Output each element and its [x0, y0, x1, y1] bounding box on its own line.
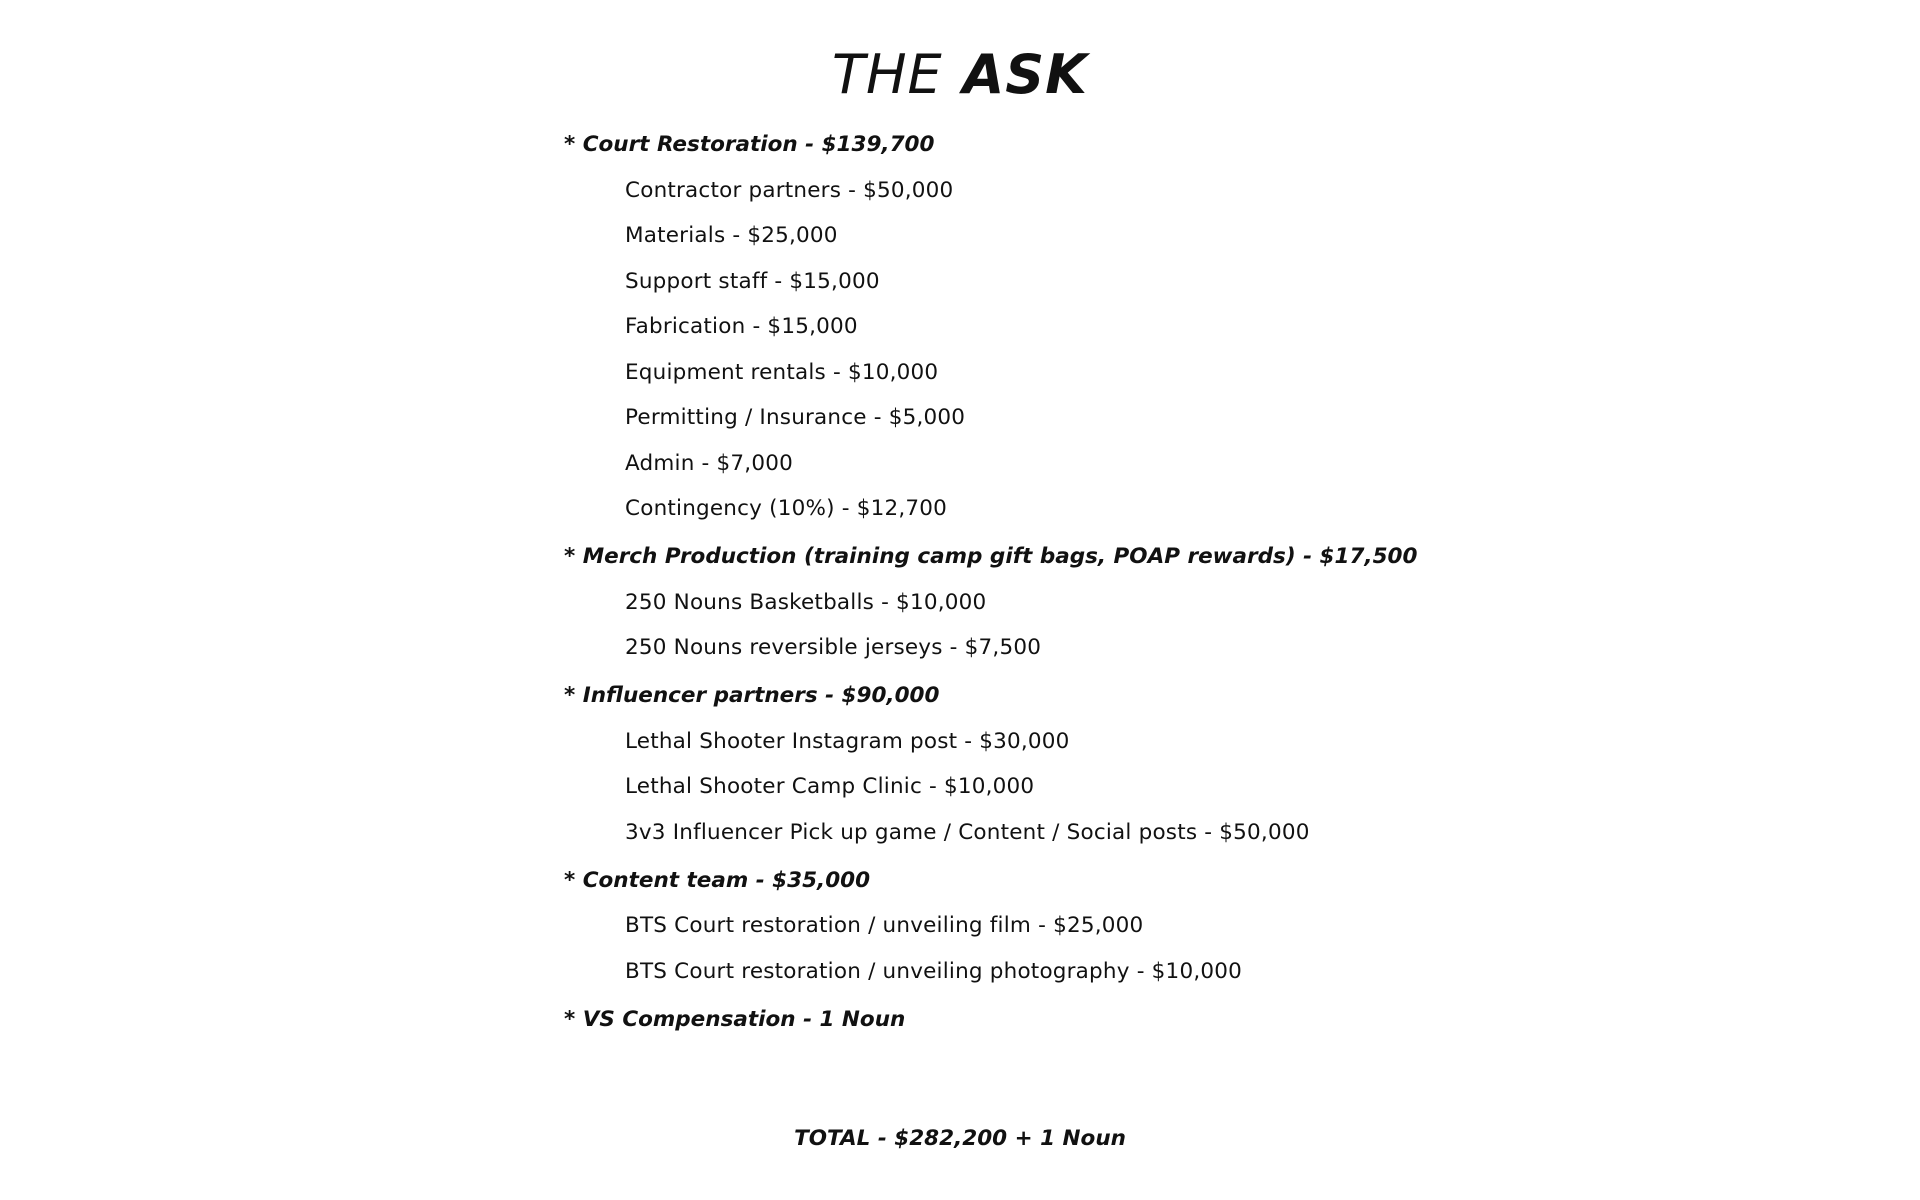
section-heading: * Content team - $35,000	[564, 867, 871, 893]
list-item: BTS Court restoration / unveiling photography - $10,000	[625, 958, 1242, 984]
list-item: Fabrication - $15,000	[625, 314, 858, 339]
list-item: Admin - $7,000	[625, 450, 793, 476]
title-word-the: THE	[831, 43, 943, 106]
list-item: Materials - $25,000	[625, 223, 838, 248]
list-item: Equipment rentals - $10,000	[625, 359, 939, 385]
budget-list	[564, 130, 1564, 1052]
list-item: Contingency (10%) - $12,700	[625, 496, 947, 521]
list-item: Lethal Shooter Instagram post - $30,000	[625, 728, 1070, 754]
list-item: 250 Nouns reversible jerseys - $7,500	[625, 635, 1042, 660]
list-item: 250 Nouns Basketballs - $10,000	[625, 589, 987, 615]
list-item: Permitting / Insurance - $5,000	[625, 405, 966, 430]
list-item: BTS Court restoration / unveiling film - $25,000	[625, 913, 1144, 938]
section-court-restoration	[564, 130, 1564, 524]
section-heading: * VS Compensation - 1 Noun	[564, 1006, 906, 1032]
section-influencer-partners	[564, 681, 1564, 848]
total-line: TOTAL - $282,200 + 1 Noun	[794, 1126, 1126, 1151]
section-content-team	[564, 866, 1564, 987]
list-item: Support staff - $15,000	[625, 268, 880, 294]
title-word-ask: ASK	[962, 43, 1089, 106]
list-item: 3v3 Influencer Pick up game / Content / Social posts - $50,000	[625, 819, 1310, 845]
page-title	[0, 40, 1920, 110]
list-item: Contractor partners - $50,000	[625, 177, 954, 203]
section-heading: * Court Restoration - $139,700	[564, 132, 935, 157]
list-item: Lethal Shooter Camp Clinic - $10,000	[625, 774, 1035, 799]
section-heading: * Merch Production (training camp gift bags, POAP rewards) - $17,500	[564, 544, 1418, 569]
section-merch-production	[564, 542, 1564, 663]
section-vs-compensation	[564, 1005, 1564, 1035]
section-heading: * Influencer partners - $90,000	[564, 683, 940, 708]
